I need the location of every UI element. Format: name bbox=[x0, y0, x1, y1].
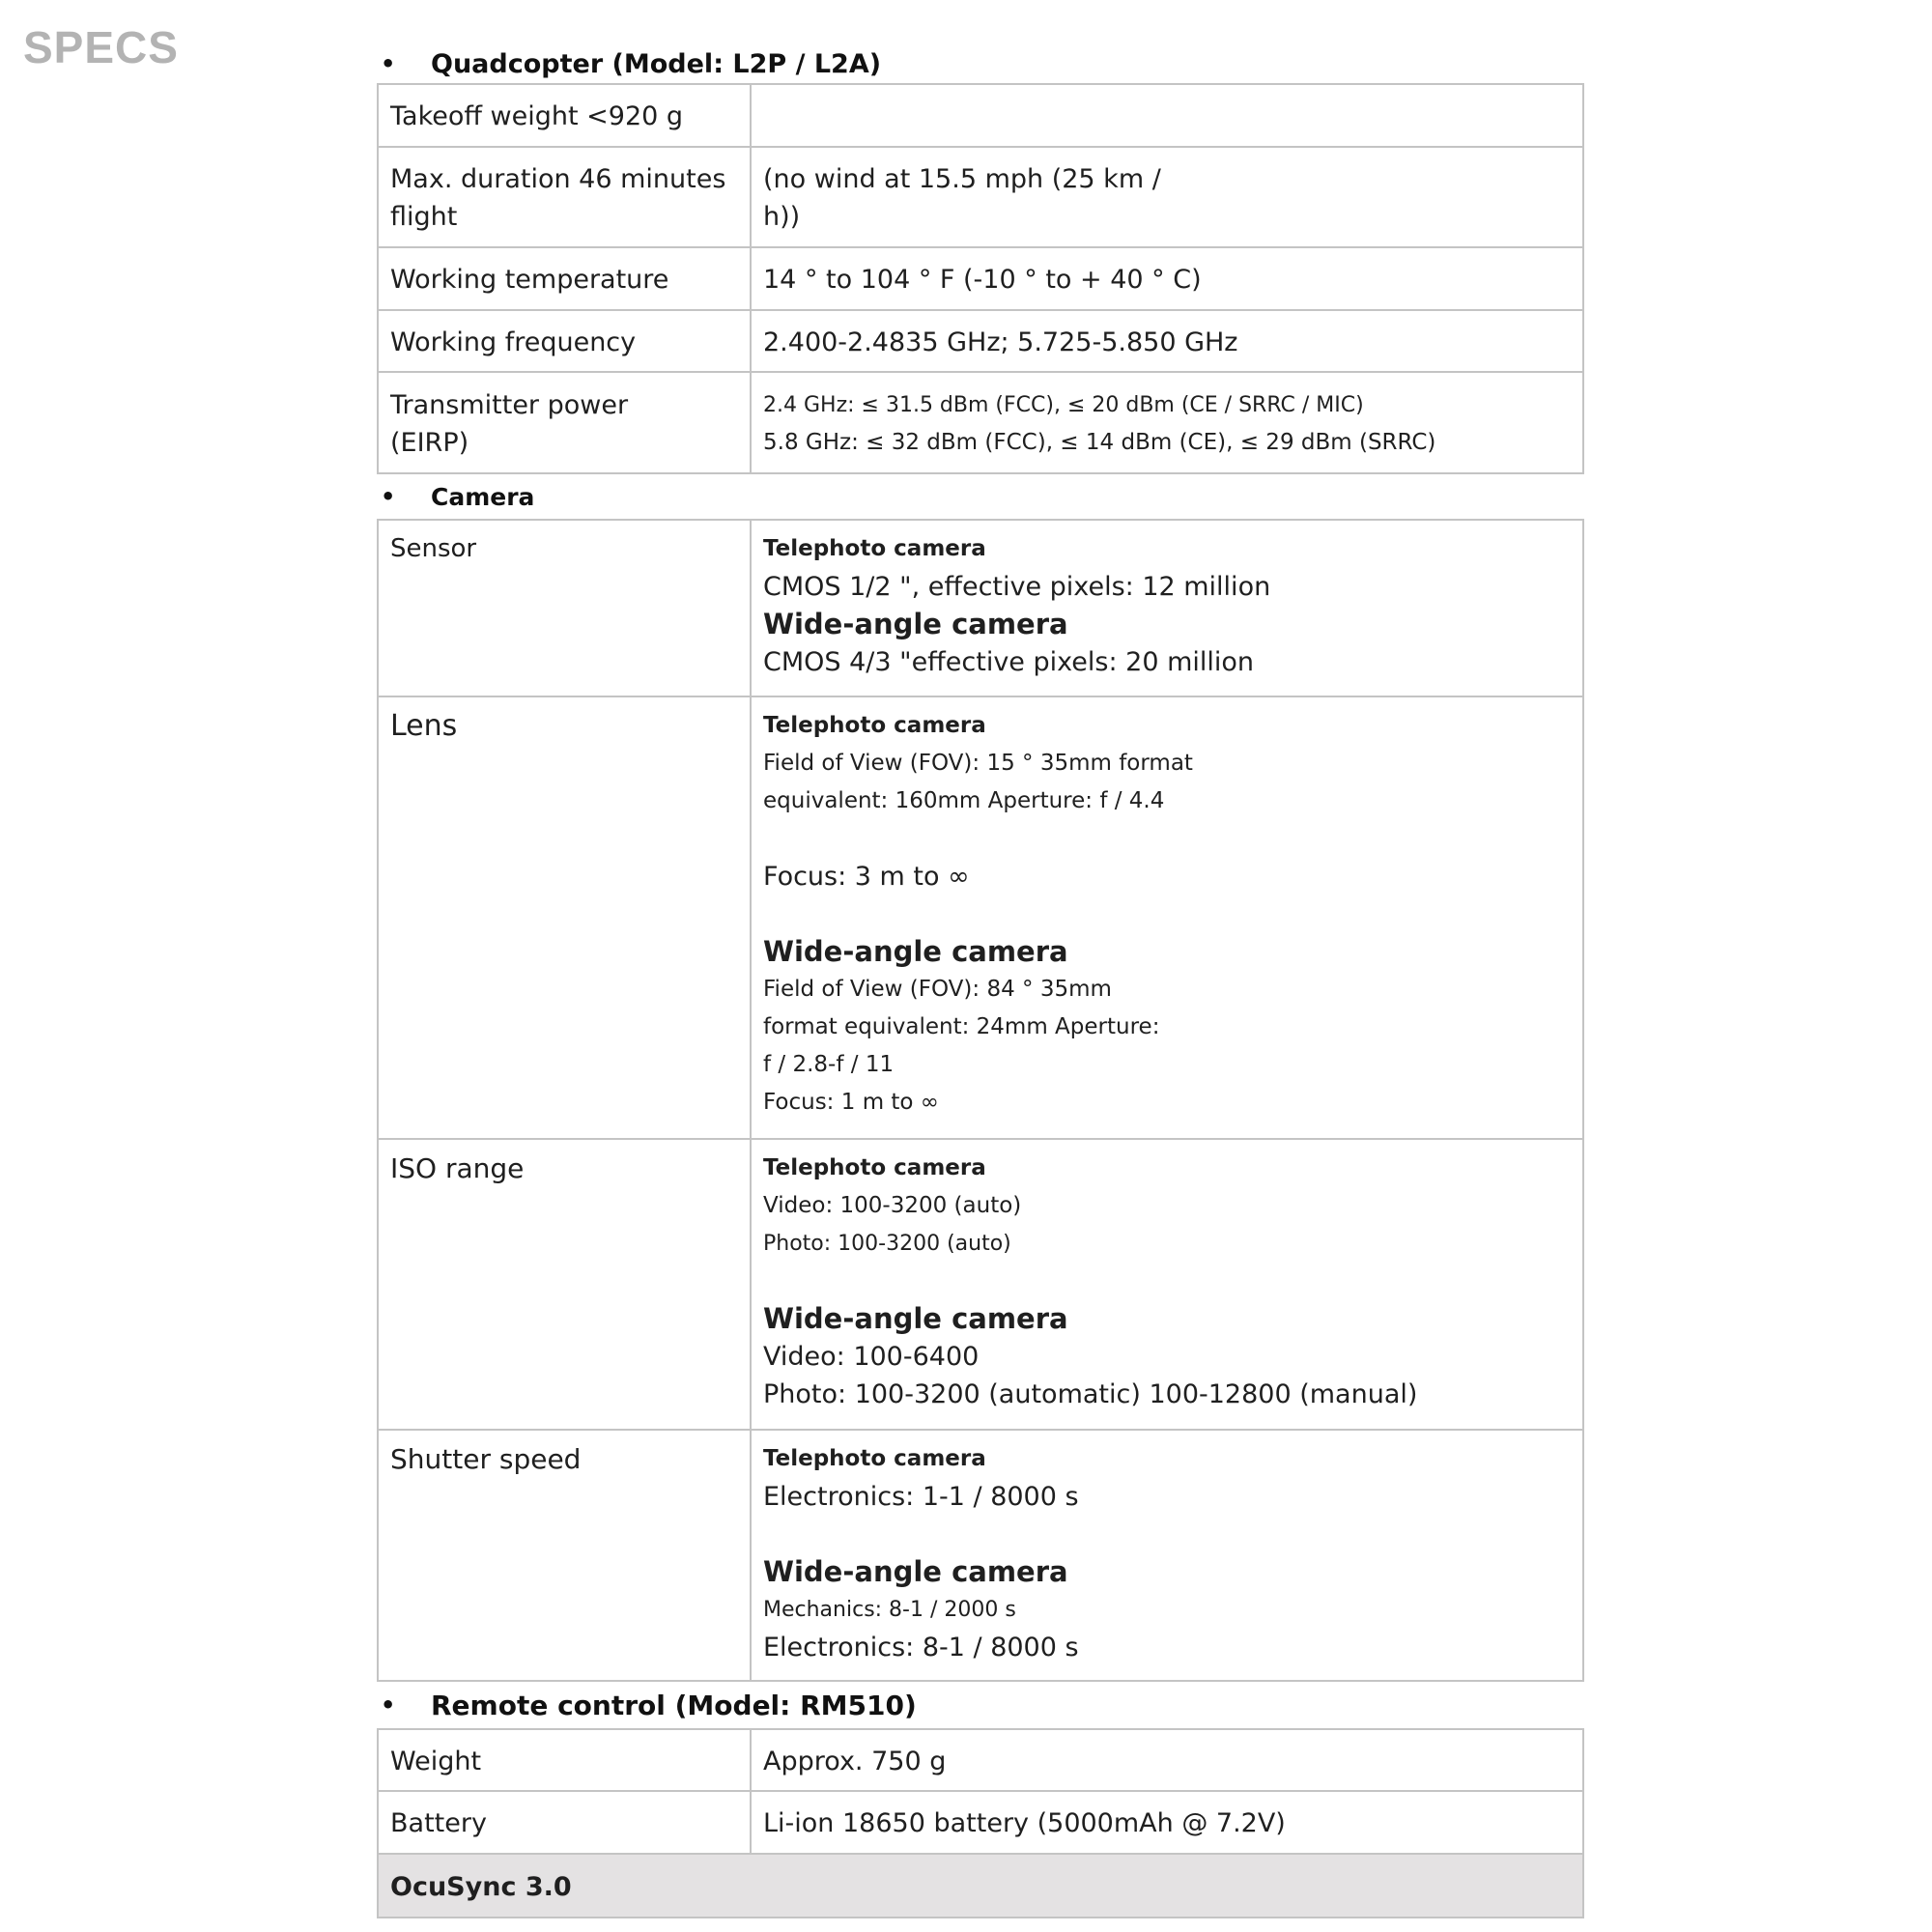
spec-value-line: Focus: 3 m to ∞ bbox=[763, 862, 970, 892]
section-title: Remote control (Model: RM510) bbox=[431, 1689, 917, 1721]
camera-type-heading: Wide-angle camera bbox=[763, 1302, 1068, 1335]
spec-value-line: equivalent: 160mm Aperture: f / 4.4 bbox=[763, 788, 1165, 813]
spec-value bbox=[751, 520, 1583, 696]
camera-type-heading: Telephoto camera bbox=[763, 1155, 986, 1180]
spec-value: 2.400-2.4835 GHz; 5.725-5.850 GHz bbox=[751, 310, 1583, 372]
section-title: Camera bbox=[431, 482, 535, 511]
table-row bbox=[378, 1729, 1583, 1791]
table-row bbox=[378, 696, 1583, 1139]
spec-value-line: Field of View (FOV): 15 ° 35mm format bbox=[763, 751, 1193, 776]
spec-value-line: Photo: 100-3200 (automatic) 100-12800 (manual) bbox=[763, 1379, 1418, 1409]
section-heading-remote-control bbox=[377, 1682, 1584, 1728]
spec-value bbox=[751, 84, 1583, 147]
spec-value-line: Electronics: 8-1 / 8000 s bbox=[763, 1633, 1079, 1662]
spec-value bbox=[751, 696, 1583, 1139]
spec-value: Approx. 750 g bbox=[751, 1729, 1583, 1791]
remote-control-spec-table bbox=[377, 1728, 1584, 1918]
spec-value bbox=[751, 1139, 1583, 1430]
spec-label bbox=[378, 147, 751, 247]
quadcopter-spec-table bbox=[377, 83, 1584, 474]
table-row bbox=[378, 310, 1583, 372]
spec-label-line: flight bbox=[390, 202, 458, 232]
camera-type-heading: Telephoto camera bbox=[763, 713, 986, 738]
page-label: SPECS bbox=[23, 22, 179, 72]
spec-value bbox=[751, 147, 1583, 247]
camera-type-heading: Wide-angle camera bbox=[763, 1555, 1068, 1588]
spec-value-line: f / 2.8-f / 11 bbox=[763, 1052, 895, 1077]
camera-type-heading: Telephoto camera bbox=[763, 536, 986, 561]
spec-label: Shutter speed bbox=[378, 1430, 751, 1681]
spec-value: Li-ion 18650 battery (5000mAh @ 7.2V) bbox=[751, 1791, 1583, 1854]
spec-label: Takeoff weight <920 g bbox=[378, 84, 751, 147]
spec-label-line: Transmitter power bbox=[390, 389, 629, 420]
spec-label: Lens bbox=[378, 696, 751, 1139]
spec-value-line: Field of View (FOV): 84 ° 35mm bbox=[763, 977, 1112, 1002]
spec-value-line: h)) bbox=[763, 202, 801, 232]
spec-value-line: Video: 100-6400 bbox=[763, 1342, 980, 1372]
spec-label bbox=[378, 372, 751, 473]
spec-value-line: Electronics: 1-1 / 8000 s bbox=[763, 1482, 1079, 1512]
section-heading-quadcopter bbox=[377, 44, 1584, 83]
table-row bbox=[378, 520, 1583, 696]
table-row bbox=[378, 1791, 1583, 1854]
table-row bbox=[378, 247, 1583, 310]
spec-value-line: (no wind at 15.5 mph (25 km / bbox=[763, 164, 1161, 194]
spec-sheet bbox=[377, 44, 1584, 1918]
spec-value-line: 5.8 GHz: ≤ 32 dBm (FCC), ≤ 14 dBm (CE), ≤ 29 dBm (SRRC) bbox=[763, 429, 1436, 455]
section-title: Quadcopter (Model: L2P / L2A) bbox=[431, 48, 882, 79]
spec-label: Working frequency bbox=[378, 310, 751, 372]
spec-value-line: CMOS 4/3 "effective pixels: 20 million bbox=[763, 647, 1255, 677]
spec-label: Weight bbox=[378, 1729, 751, 1791]
spec-label: Sensor bbox=[378, 520, 751, 696]
spec-label: ISO range bbox=[378, 1139, 751, 1430]
spec-label: Battery bbox=[378, 1791, 751, 1854]
table-row bbox=[378, 1854, 1583, 1918]
section-heading-camera bbox=[377, 474, 1584, 519]
spec-value bbox=[751, 372, 1583, 473]
spec-value-line: Focus: 1 m to ∞ bbox=[763, 1090, 939, 1115]
bullet-icon: • bbox=[381, 483, 396, 510]
spec-value-line: Photo: 100-3200 (auto) bbox=[763, 1232, 1011, 1256]
table-row bbox=[378, 1430, 1583, 1681]
table-row bbox=[378, 372, 1583, 473]
camera-type-heading: Wide-angle camera bbox=[763, 935, 1068, 968]
spec-value-line: CMOS 1/2 ", effective pixels: 12 million bbox=[763, 572, 1271, 602]
spec-value bbox=[751, 1430, 1583, 1681]
bullet-icon: • bbox=[381, 50, 396, 77]
table-row bbox=[378, 84, 1583, 147]
spec-label-line: (EIRP) bbox=[390, 427, 469, 458]
spec-value-line: Mechanics: 8-1 / 2000 s bbox=[763, 1598, 1016, 1622]
spec-label: OcuSync 3.0 bbox=[378, 1854, 1583, 1918]
spec-label-line: Max. duration 46 minutes bbox=[390, 164, 726, 194]
spec-label: Working temperature bbox=[378, 247, 751, 310]
spec-value-line: Video: 100-3200 (auto) bbox=[763, 1193, 1022, 1218]
camera-type-heading: Wide-angle camera bbox=[763, 608, 1068, 640]
spec-value: 14 ° to 104 ° F (-10 ° to + 40 ° C) bbox=[751, 247, 1583, 310]
table-row bbox=[378, 1139, 1583, 1430]
spec-value-line: 2.4 GHz: ≤ 31.5 dBm (FCC), ≤ 20 dBm (CE / SRRC / MIC) bbox=[763, 392, 1364, 417]
camera-type-heading: Telephoto camera bbox=[763, 1446, 986, 1471]
camera-spec-table bbox=[377, 519, 1584, 1682]
table-row bbox=[378, 147, 1583, 247]
bullet-icon: • bbox=[381, 1691, 396, 1719]
spec-value-line: format equivalent: 24mm Aperture: bbox=[763, 1014, 1160, 1039]
